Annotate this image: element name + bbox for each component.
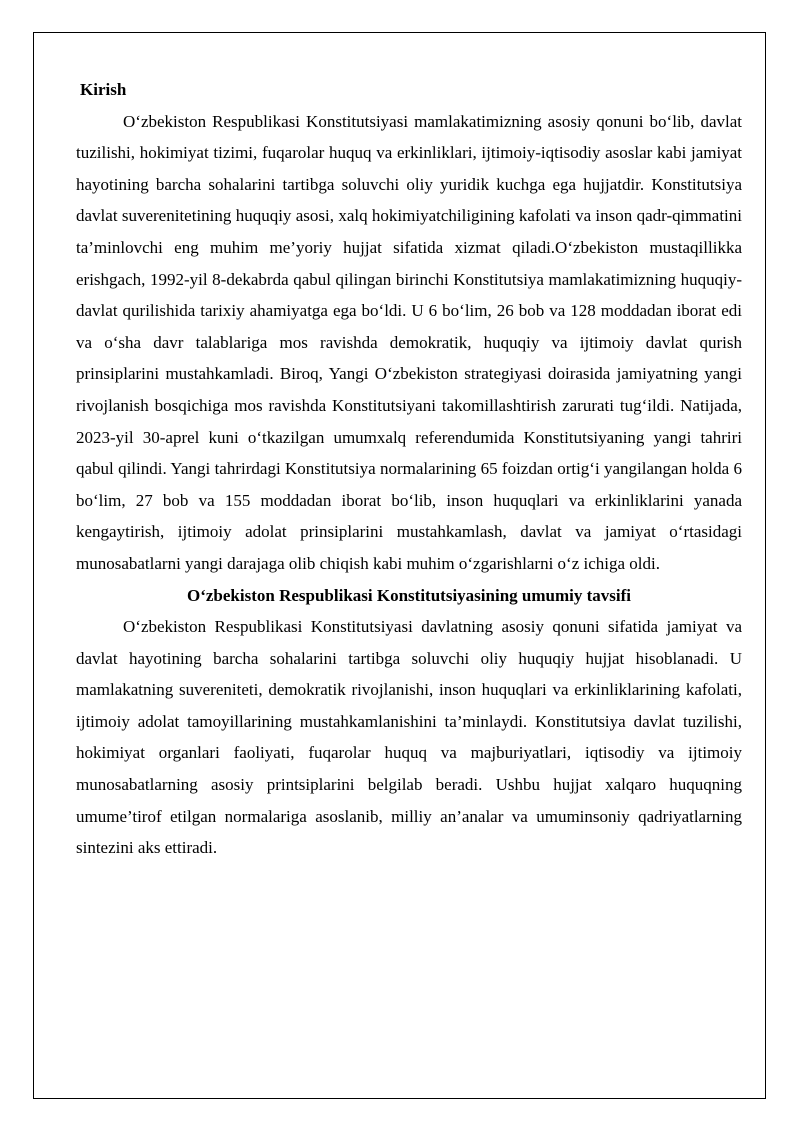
document-body — [76, 74, 742, 864]
section-paragraph: O‘zbekiston Respublikasi Konstitutsiyasi davlatning asosiy qonuni sifatida jamiyat va davlat hayotining barcha sohalarini tartibga soluvchi oliy huquqiy hujjat hisoblanadi. U mamlakatning suvereniteti, demokratik rivojlanishi, inson huquqlari va erkinliklarining kafolati, ijtimoiy adolat tamoyillarining mustahkamlanishini ta’minlaydi. Konstitutsiya davlat tuzilishi, hokimiyat organlari faoliyati, fuqarolar huquq va majburiyatlari, iqtisodiy va ijtimoiy munosabatlarning asosiy printsiplarini belgilab beradi. Ushbu hujjat xalqaro huquqning umume’tirof etilgan normalariga asoslanib, milliy an’analar va umuminsoniy qadriyatlarning sintezini aks ettiradi. — [76, 617, 742, 858]
section-heading: O‘zbekiston Respublikasi Konstitutsiyasining umumiy tavsifi — [187, 585, 631, 605]
intro-paragraph: O‘zbekiston Respublikasi Konstitutsiyasi mamlakatimizning asosiy qonuni bo‘lib, davlat tuzilishi, hokimiyat tizimi, fuqarolar huquq va erkinliklari, ijtimoiy-iqtisodiy asoslar kabi jamiyat hayotining barcha sohalarini tartibga soluvchi oliy yuridik kuchga ega hujjatdir. Konstitutsiya davlat suverenitetining huquqiy asosi, xalq hokimiyatchiligining kafolati va inson qadr-qimmatini ta’minlovchi eng muhim me’yoriy hujjat sifatida xizmat qiladi.O‘zbekiston mustaqillikka erishgach, 1992-yil 8-dekabrda qabul qilingan birinchi Konstitutsiya mamlakatimizning huquqiy-davlat qurilishida tarixiy ahamiyatga ega bo‘ldi. U 6 bo‘lim, 26 bob va 128 moddadan iborat edi va o‘sha davr talablariga mos ravishda demokratik, huquqiy va ijtimoiy davlat qurish prinsiplarini mustahkamladi. Biroq, Yangi O‘zbekiston strategiyasi doirasida jamiyatning yangi rivojlanish bosqichiga mos ravishda Konstitutsiyani takomillashtirish zarurati tug‘ildi. Natijada, 2023-yil 30-aprel kuni o‘tkazilgan umumxalq referendumida Konstitutsiyaning yangi tahriri qabul qilindi. Yangi tahrirdagi Konstitutsiya normalarining 65 foizdan ortig‘i yangilangan holda 6 bo‘lim, 27 bob va 155 moddadan iborat bo‘lib, inson huquqlari va erkinliklarini yanada kengaytirish, ijtimoiy adolat prinsiplarini mustahkamlash, davlat va jamiyat o‘rtasidagi munosabatlarni yangi darajaga olib chiqish kabi muhim o‘zgarishlarni o‘z ichiga oldi. — [76, 111, 742, 573]
intro-heading: Kirish — [80, 80, 127, 99]
